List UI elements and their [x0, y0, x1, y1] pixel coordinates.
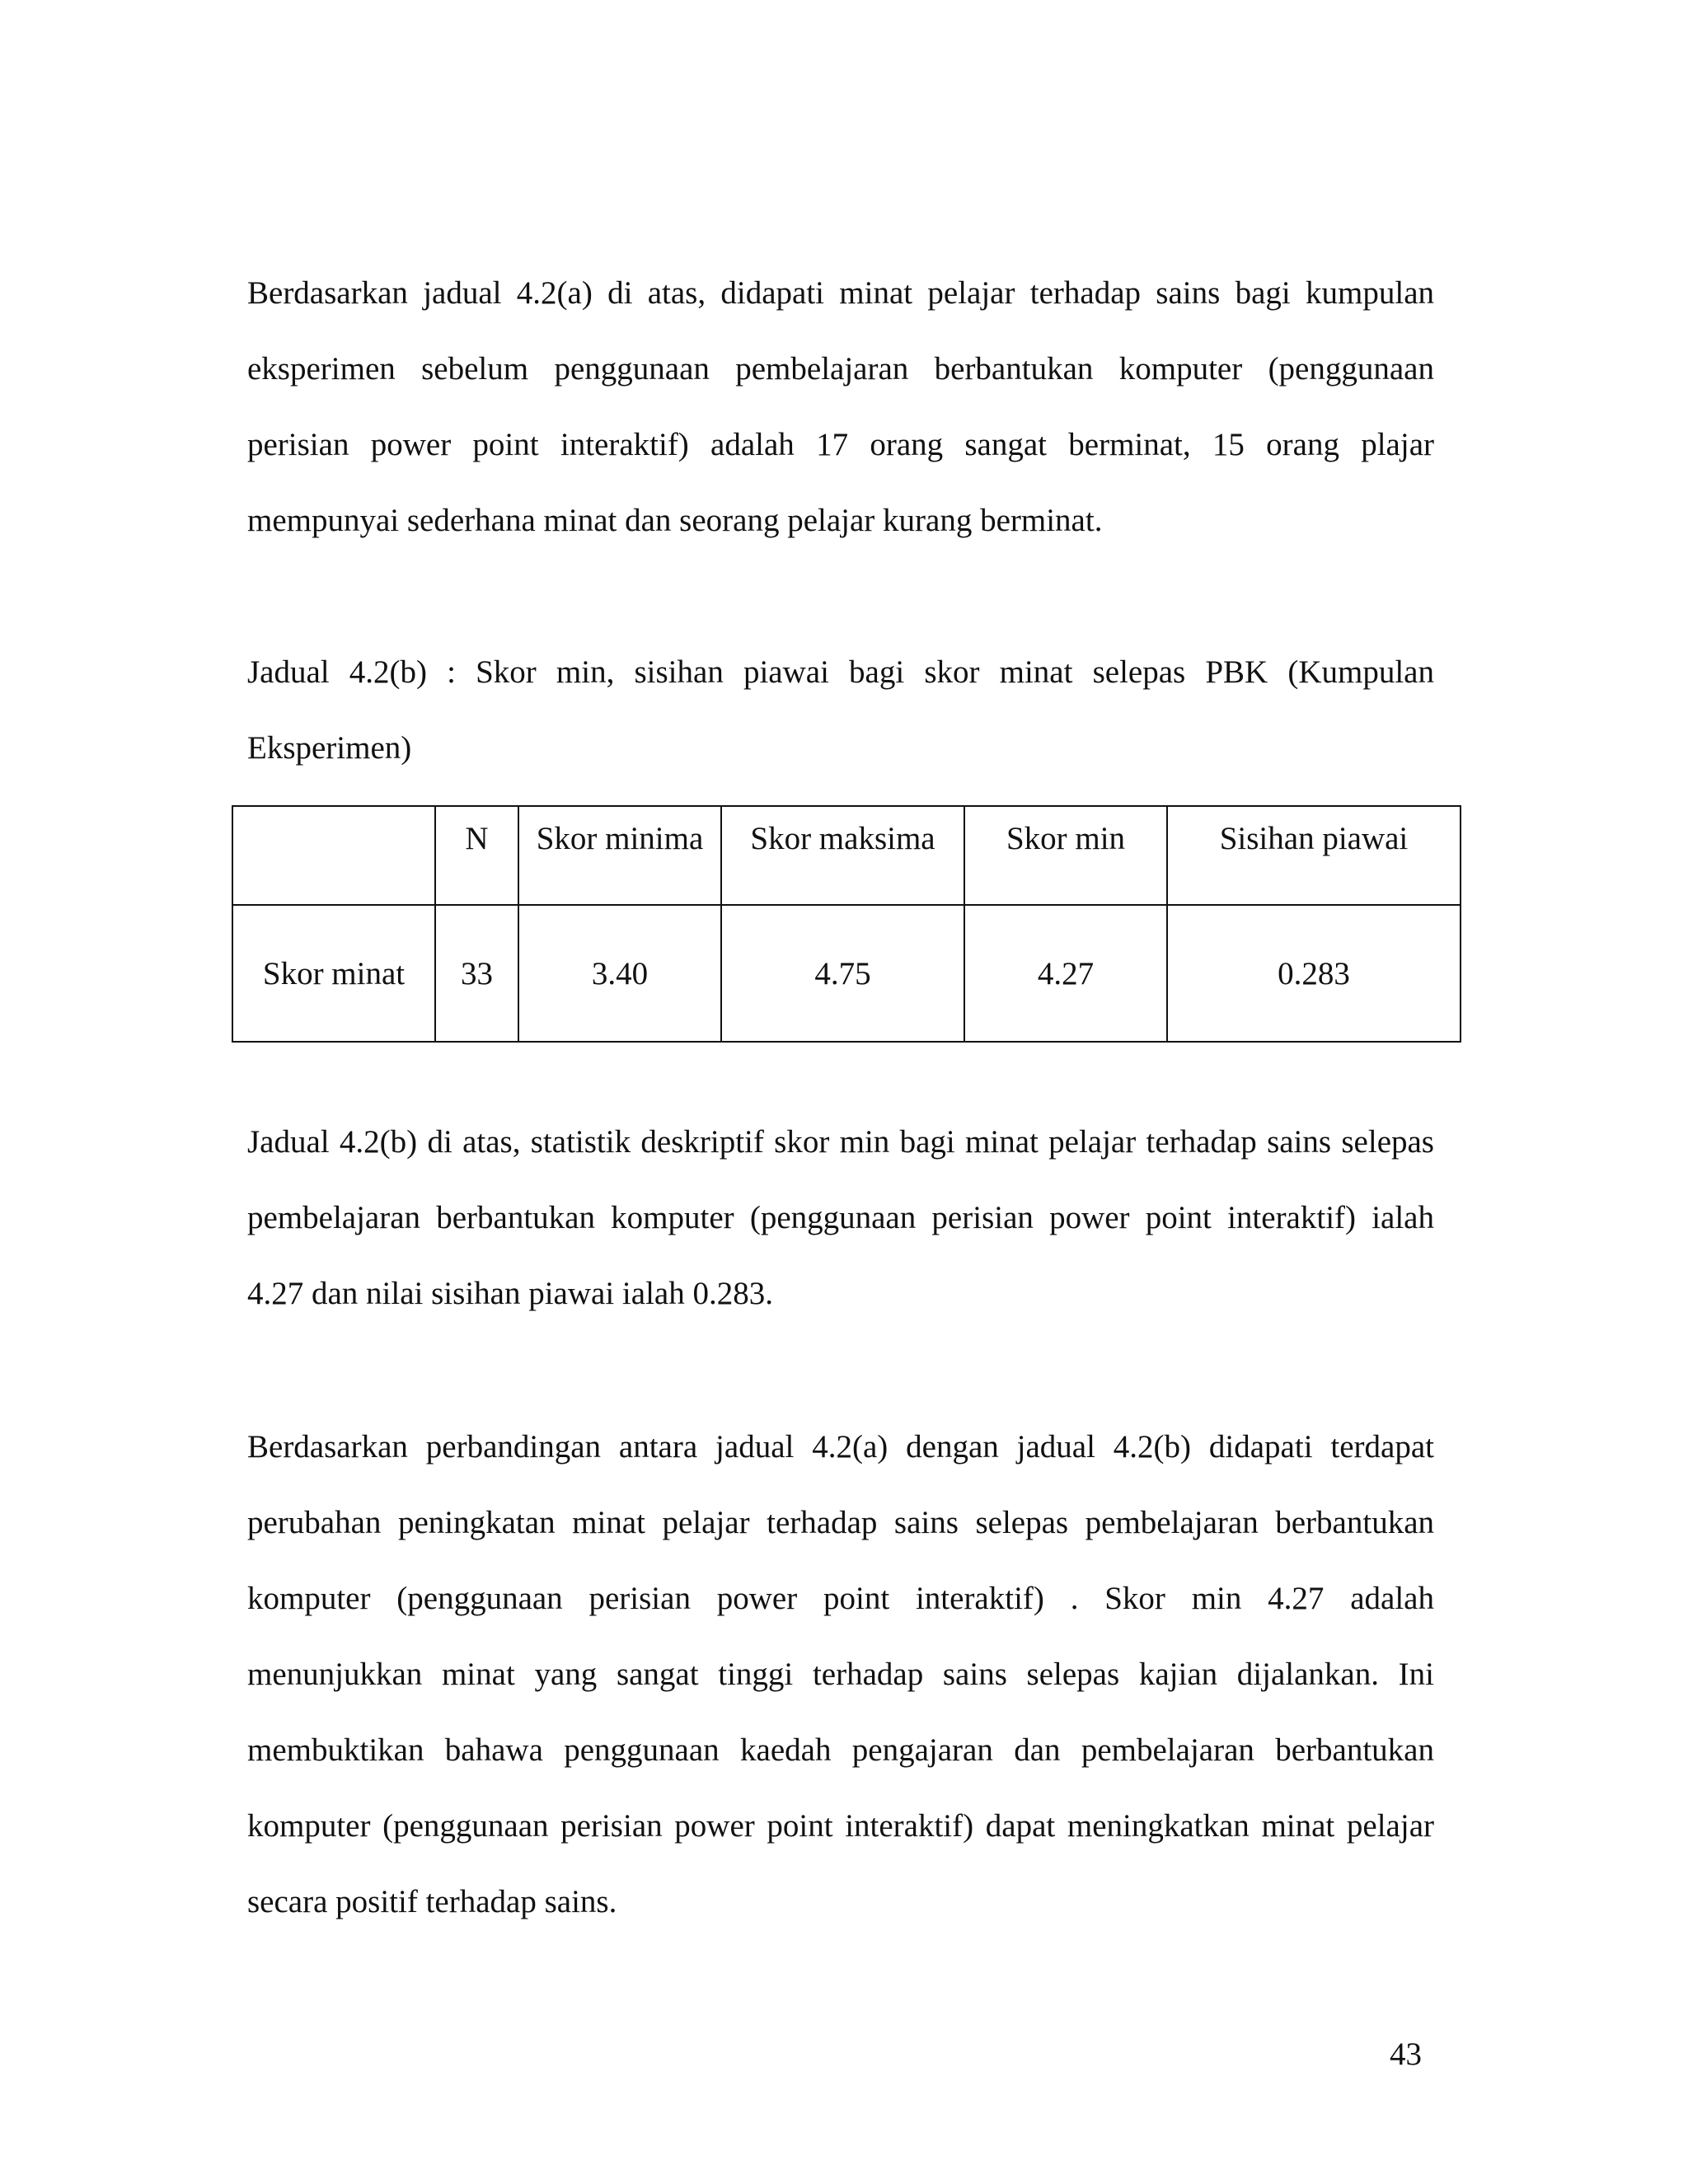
paragraph-1: Berdasarkan jadual 4.2(a) di atas, didapati minat pelajar terhadap sains bagi kumpulan eksperimen sebelum penggunaan pembelajaran berbantukan komputer (penggunaan perisian power point interaktif) adalah 17 orang sangat berminat, 15 orang plajar mempunyai sederhana minat dan seorang pelajar kurang berminat. — [247, 275, 1434, 538]
stats-table — [232, 805, 1461, 1043]
cell-skor-min: 4.27 — [964, 905, 1167, 1042]
table-row — [232, 905, 1461, 1042]
header-cell-empty — [232, 806, 435, 905]
header-cell-skor-minima: Skor minima — [518, 806, 721, 905]
paragraph-2: Jadual 4.2(b) di atas, statistik deskriptif skor min bagi minat pelajar terhadap sains selepas pembelajaran berbantukan komputer (penggunaan perisian power point interaktif) ialah 4.27 dan nilai sisihan piawai ialah 0.283. — [247, 1124, 1434, 1311]
cell-n: 33 — [435, 905, 518, 1042]
header-cell-skor-maksima: Skor maksima — [721, 806, 964, 905]
header-cell-sisihan-piawai: Sisihan piawai — [1167, 806, 1461, 905]
cell-sisihan-piawai: 0.283 — [1167, 905, 1461, 1042]
cell-skor-maksima: 4.75 — [721, 905, 964, 1042]
row-label: Skor minat — [232, 905, 435, 1042]
page-number: 43 — [1390, 2036, 1422, 2072]
header-cell-skor-min: Skor min — [964, 806, 1167, 905]
paragraph-3: Berdasarkan perbandingan antara jadual 4.2(a) dengan jadual 4.2(b) didapati terdapat perubahan peningkatan minat pelajar terhadap sains selepas pembelajaran berbantukan komputer (penggunaan perisian power point interaktif) . Skor min 4.27 adalah menunjukkan minat yang sangat tinggi terhadap sains selepas kajian dijalankan. Ini membuktikan bahawa penggunaan kaedah pengajaran dan pembelajaran berbantukan komputer (penggunaan perisian power point interaktif) dapat meningkatkan minat pelajar secara positif terhadap sains. — [247, 1429, 1434, 1919]
header-cell-n: N — [435, 806, 518, 905]
table-header-row — [232, 806, 1461, 905]
cell-skor-minima: 3.40 — [518, 905, 721, 1042]
table-caption: Jadual 4.2(b) : Skor min, sisihan piawai bagi skor minat selepas PBK (Kumpulan Eksperimen) — [247, 654, 1434, 766]
